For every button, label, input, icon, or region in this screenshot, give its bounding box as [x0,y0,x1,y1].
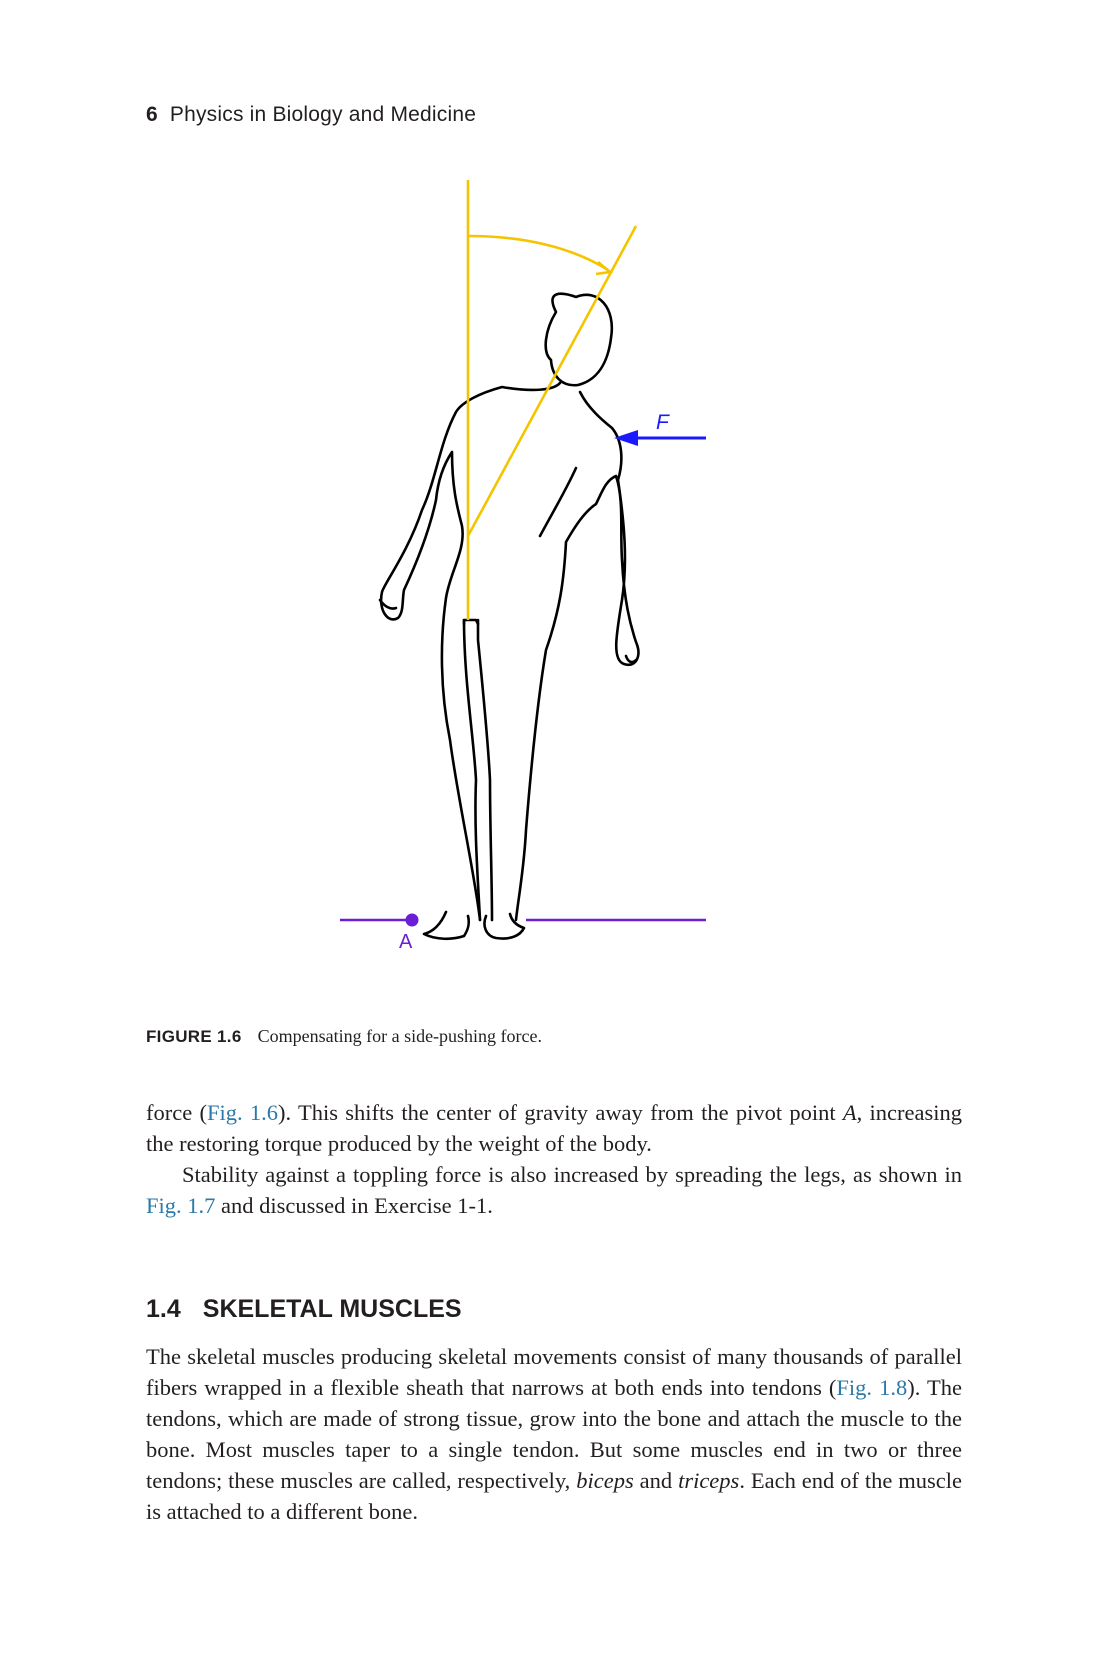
caption-text: Compensating for a side-pushing force. [257,1026,543,1046]
figure-illustration [340,180,760,1010]
left-side-outline [381,383,560,920]
right-side-outline [516,392,638,920]
fig-1-6-link[interactable]: Fig. 1.6 [206,1100,279,1125]
force-label: F [656,411,669,434]
running-head [146,103,476,127]
body-outline [380,294,638,939]
p2-text-a: Stability against a toppling force is also increased by spreading the legs, as shown in [182,1162,962,1187]
page-number: 6 [146,103,158,126]
left-foot [424,912,469,939]
p1-text-b: ). This shifts the center of gravity away from the pivot point [278,1100,843,1125]
pivot-variable: A [842,1100,857,1125]
paragraph-1 [146,1097,962,1159]
pivot-point [406,914,419,927]
section-title: SKELETAL MUSCLES [202,1295,462,1323]
paragraph-3 [146,1341,962,1527]
pivot-label: A [399,931,413,953]
right-hand [626,656,636,662]
term-biceps: biceps [576,1468,634,1493]
figure-1-6 [340,180,760,1010]
figure-label: FIGURE 1.6 [146,1027,242,1046]
p3-text-a: The skeletal muscles producing skeletal movements consist of many thousands of parallel fibers wrapped in a flexible sheath that narrows at both ends into tendons ( [146,1344,962,1400]
fig-1-8-link[interactable]: Fig. 1.8 [836,1375,908,1400]
right-foot [484,914,524,939]
figure-caption [146,1026,542,1047]
section-number: 1.4 [146,1295,181,1323]
p1-text-c: , increasing the restoring torque produced by the weight of the body. [146,1100,963,1156]
force-arrow-head [614,430,638,446]
angle-arc [468,236,608,270]
crotch [464,620,478,624]
paragraph-2 [146,1159,962,1221]
section-heading [146,1295,462,1324]
head-outline [546,294,612,385]
inner-leg-right [478,620,492,920]
p3-text-b: ). The tendons, which are made of strong tissue, grow into the bone and attach the muscle to the bone. Most muscles taper to a single tendon. But some muscles end in two or three tendons; these muscles are called, respectively, [146,1375,963,1493]
p2-text-b: and discussed in Exercise 1-1. [215,1193,493,1218]
p3-text-c: . Each end of the muscle is attached to a different bone. [146,1468,962,1524]
p3-text-and: and [633,1468,679,1493]
term-triceps: triceps [678,1468,740,1493]
fig-1-7-link[interactable]: Fig. 1.7 [146,1193,216,1218]
chest-contour [540,468,576,536]
book-title: Physics in Biology and Medicine [169,103,477,126]
p1-text-a: force ( [146,1100,207,1125]
